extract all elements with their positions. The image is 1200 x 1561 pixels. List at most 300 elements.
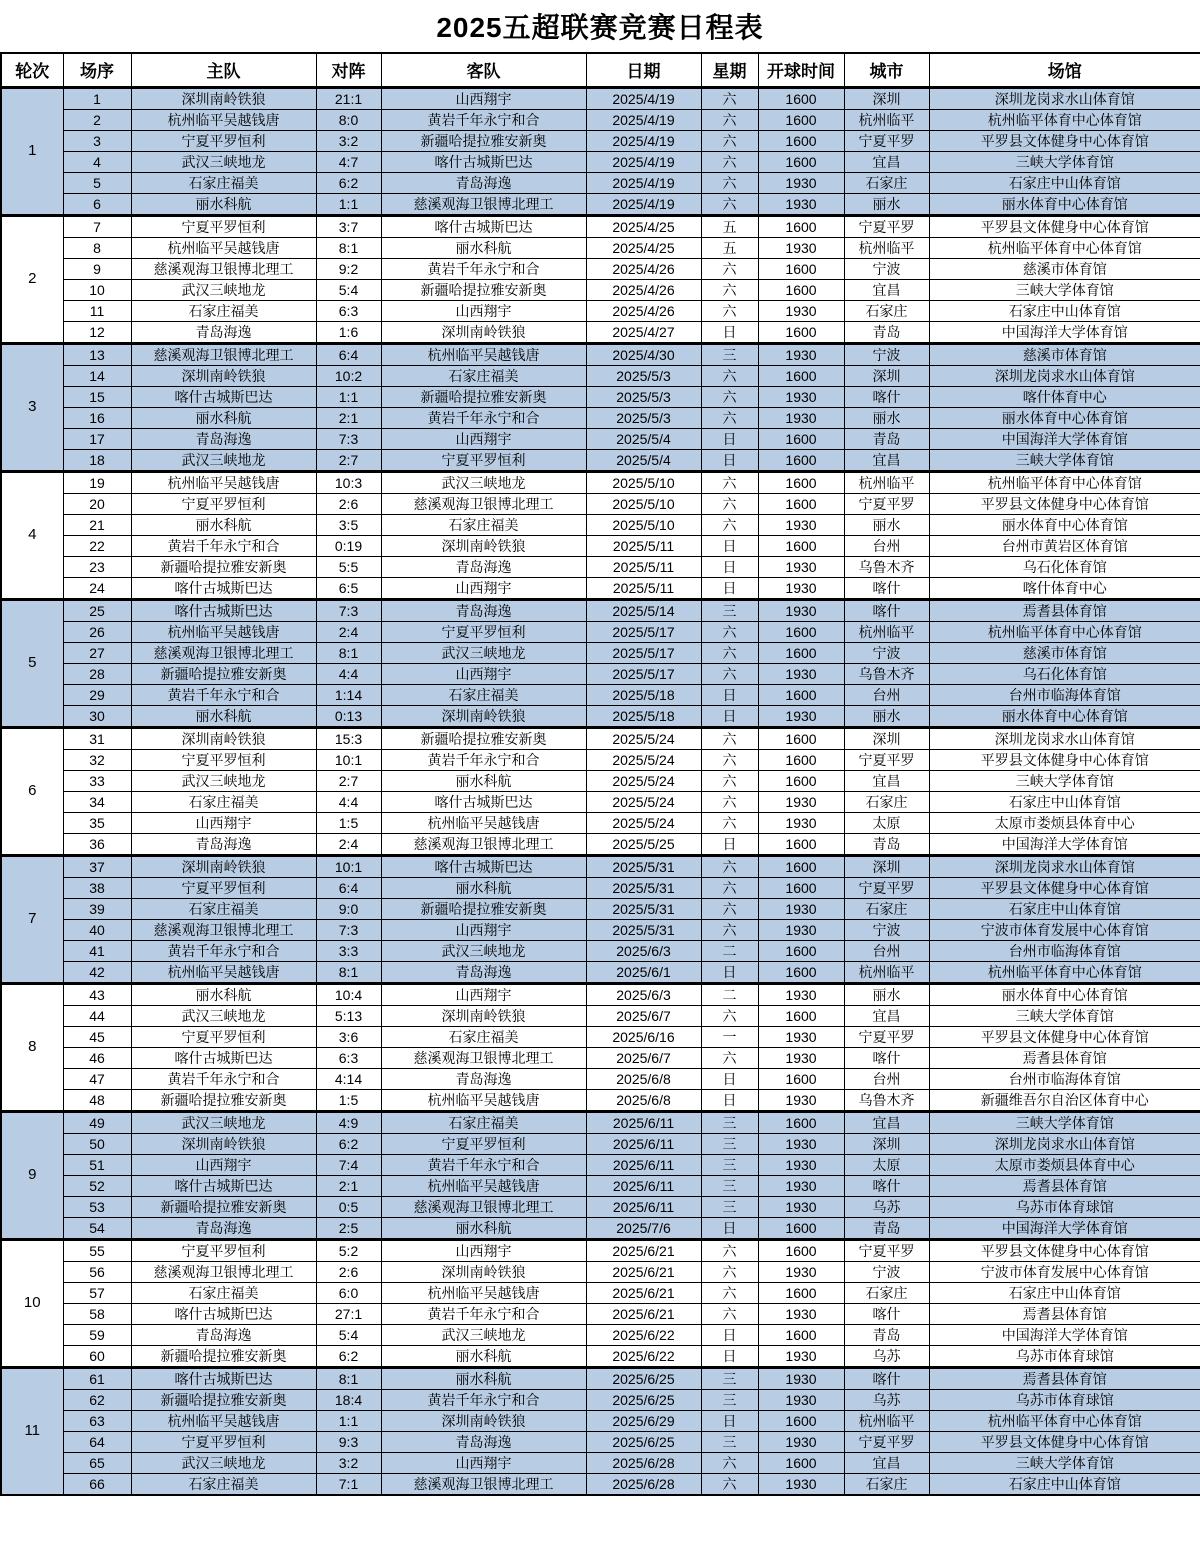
match-number-cell: 52: [63, 1175, 131, 1196]
venue-cell: 丽水体育中心体育馆: [929, 514, 1200, 535]
home-team-cell: 新疆哈提拉雅安新奥: [131, 1196, 316, 1217]
city-cell: 台州: [844, 535, 929, 556]
time-cell: 1600: [758, 215, 844, 237]
table-row: [1, 940, 1200, 961]
match-number-cell: 5: [63, 172, 131, 193]
score-cell: 4:9: [316, 1111, 381, 1133]
round-cell: 6: [1, 727, 63, 855]
time-cell: 1930: [758, 556, 844, 577]
date-cell: 2025/6/29: [586, 1410, 701, 1431]
time-cell: 1930: [758, 1026, 844, 1047]
table-row: [1, 1089, 1200, 1111]
column-header-7: 开球时间: [758, 53, 844, 87]
weekday-cell: 三: [701, 1196, 758, 1217]
match-number-cell: 24: [63, 577, 131, 599]
away-team-cell: 山西翔宇: [381, 663, 586, 684]
weekday-cell: 三: [701, 1154, 758, 1175]
away-team-cell: 黄岩千年永宁和合: [381, 1154, 586, 1175]
score-cell: 1:14: [316, 684, 381, 705]
time-cell: 1600: [758, 279, 844, 300]
date-cell: 2025/5/24: [586, 812, 701, 833]
city-cell: 宁夏平罗: [844, 1239, 929, 1261]
time-cell: 1930: [758, 386, 844, 407]
home-team-cell: 宁夏平罗恒利: [131, 493, 316, 514]
date-cell: 2025/4/19: [586, 109, 701, 130]
city-cell: 宁夏平罗: [844, 877, 929, 898]
away-team-cell: 山西翔宇: [381, 577, 586, 599]
weekday-cell: 六: [701, 193, 758, 215]
match-number-cell: 66: [63, 1473, 131, 1495]
away-team-cell: 杭州临平吴越钱唐: [381, 1089, 586, 1111]
venue-cell: 丽水体育中心体育馆: [929, 705, 1200, 727]
weekday-cell: 日: [701, 833, 758, 855]
match-number-cell: 41: [63, 940, 131, 961]
date-cell: 2025/4/26: [586, 258, 701, 279]
city-cell: 喀什: [844, 386, 929, 407]
venue-cell: 三峡大学体育馆: [929, 151, 1200, 172]
city-cell: 宁夏平罗: [844, 130, 929, 151]
away-team-cell: 黄岩千年永宁和合: [381, 1389, 586, 1410]
away-team-cell: 山西翔宇: [381, 428, 586, 449]
venue-cell: 杭州临平体育中心体育馆: [929, 621, 1200, 642]
away-team-cell: 深圳南岭铁狼: [381, 1410, 586, 1431]
score-cell: 4:14: [316, 1068, 381, 1089]
score-cell: 8:1: [316, 1367, 381, 1389]
weekday-cell: 六: [701, 471, 758, 493]
weekday-cell: 六: [701, 87, 758, 109]
time-cell: 1930: [758, 983, 844, 1005]
match-number-cell: 42: [63, 961, 131, 983]
home-team-cell: 新疆哈提拉雅安新奥: [131, 1389, 316, 1410]
table-row: [1, 151, 1200, 172]
weekday-cell: 二: [701, 983, 758, 1005]
venue-cell: 中国海洋大学体育馆: [929, 1324, 1200, 1345]
date-cell: 2025/5/11: [586, 535, 701, 556]
time-cell: 1930: [758, 1047, 844, 1068]
weekday-cell: 六: [701, 621, 758, 642]
table-row: [1, 749, 1200, 770]
away-team-cell: 青岛海逸: [381, 1068, 586, 1089]
time-cell: 1930: [758, 1473, 844, 1495]
away-team-cell: 山西翔宇: [381, 1239, 586, 1261]
table-row: [1, 1473, 1200, 1495]
home-team-cell: 宁夏平罗恒利: [131, 1431, 316, 1452]
match-number-cell: 3: [63, 130, 131, 151]
weekday-cell: 三: [701, 599, 758, 621]
table-row: [1, 514, 1200, 535]
time-cell: 1600: [758, 1111, 844, 1133]
home-team-cell: 深圳南岭铁狼: [131, 727, 316, 749]
match-number-cell: 56: [63, 1261, 131, 1282]
home-team-cell: 杭州临平吴越钱唐: [131, 237, 316, 258]
time-cell: 1600: [758, 749, 844, 770]
date-cell: 2025/6/11: [586, 1154, 701, 1175]
score-cell: 9:2: [316, 258, 381, 279]
table-row: [1, 898, 1200, 919]
away-team-cell: 黄岩千年永宁和合: [381, 258, 586, 279]
city-cell: 深圳: [844, 87, 929, 109]
match-number-cell: 9: [63, 258, 131, 279]
date-cell: 2025/6/7: [586, 1005, 701, 1026]
date-cell: 2025/7/6: [586, 1217, 701, 1239]
home-team-cell: 喀什古城斯巴达: [131, 599, 316, 621]
time-cell: 1930: [758, 1175, 844, 1196]
table-row: [1, 386, 1200, 407]
weekday-cell: 六: [701, 365, 758, 386]
weekday-cell: 六: [701, 1261, 758, 1282]
home-team-cell: 喀什古城斯巴达: [131, 386, 316, 407]
venue-cell: 丽水体育中心体育馆: [929, 193, 1200, 215]
score-cell: 3:6: [316, 1026, 381, 1047]
time-cell: 1930: [758, 237, 844, 258]
away-team-cell: 丽水科航: [381, 877, 586, 898]
table-row: [1, 919, 1200, 940]
score-cell: 1:5: [316, 1089, 381, 1111]
time-cell: 1930: [758, 514, 844, 535]
table-row: [1, 1154, 1200, 1175]
venue-cell: 太原市娄烦县体育中心: [929, 1154, 1200, 1175]
home-team-cell: 武汉三峡地龙: [131, 151, 316, 172]
score-cell: 6:2: [316, 172, 381, 193]
home-team-cell: 丽水科航: [131, 407, 316, 428]
home-team-cell: 杭州临平吴越钱唐: [131, 961, 316, 983]
date-cell: 2025/5/10: [586, 471, 701, 493]
time-cell: 1600: [758, 770, 844, 791]
weekday-cell: 日: [701, 1217, 758, 1239]
table-row: [1, 599, 1200, 621]
round-cell: 9: [1, 1111, 63, 1239]
home-team-cell: 山西翔宇: [131, 812, 316, 833]
score-cell: 1:5: [316, 812, 381, 833]
away-team-cell: 深圳南岭铁狼: [381, 535, 586, 556]
venue-cell: 慈溪市体育馆: [929, 258, 1200, 279]
venue-cell: 杭州临平体育中心体育馆: [929, 1410, 1200, 1431]
time-cell: 1600: [758, 428, 844, 449]
date-cell: 2025/6/21: [586, 1239, 701, 1261]
weekday-cell: 六: [701, 300, 758, 321]
venue-cell: 石家庄中山体育馆: [929, 172, 1200, 193]
date-cell: 2025/5/31: [586, 919, 701, 940]
table-row: [1, 279, 1200, 300]
weekday-cell: 六: [701, 791, 758, 812]
venue-cell: 乌石化体育馆: [929, 556, 1200, 577]
venue-cell: 三峡大学体育馆: [929, 770, 1200, 791]
table-row: [1, 770, 1200, 791]
score-cell: 21:1: [316, 87, 381, 109]
city-cell: 喀什: [844, 1303, 929, 1324]
away-team-cell: 宁夏平罗恒利: [381, 449, 586, 471]
score-cell: 5:4: [316, 279, 381, 300]
time-cell: 1930: [758, 1154, 844, 1175]
venue-cell: 乌石化体育馆: [929, 663, 1200, 684]
score-cell: 10:2: [316, 365, 381, 386]
city-cell: 乌鲁木齐: [844, 1089, 929, 1111]
match-number-cell: 27: [63, 642, 131, 663]
table-row: [1, 791, 1200, 812]
city-cell: 丽水: [844, 705, 929, 727]
away-team-cell: 慈溪观海卫银博北理工: [381, 833, 586, 855]
weekday-cell: 三: [701, 1175, 758, 1196]
city-cell: 丽水: [844, 514, 929, 535]
venue-cell: 三峡大学体育馆: [929, 1005, 1200, 1026]
time-cell: 1930: [758, 1389, 844, 1410]
match-number-cell: 47: [63, 1068, 131, 1089]
home-team-cell: 杭州临平吴越钱唐: [131, 471, 316, 493]
weekday-cell: 二: [701, 940, 758, 961]
home-team-cell: 新疆哈提拉雅安新奥: [131, 1089, 316, 1111]
city-cell: 宁夏平罗: [844, 1026, 929, 1047]
schedule-table: [0, 52, 1200, 1496]
venue-cell: 平罗县文体健身中心体育馆: [929, 1431, 1200, 1452]
time-cell: 1600: [758, 130, 844, 151]
venue-cell: 平罗县文体健身中心体育馆: [929, 1026, 1200, 1047]
away-team-cell: 慈溪观海卫银博北理工: [381, 1196, 586, 1217]
time-cell: 1930: [758, 193, 844, 215]
date-cell: 2025/4/19: [586, 151, 701, 172]
score-cell: 6:3: [316, 300, 381, 321]
venue-cell: 石家庄中山体育馆: [929, 898, 1200, 919]
time-cell: 1600: [758, 940, 844, 961]
home-team-cell: 武汉三峡地龙: [131, 449, 316, 471]
venue-cell: 杭州临平体育中心体育馆: [929, 109, 1200, 130]
date-cell: 2025/6/21: [586, 1282, 701, 1303]
away-team-cell: 青岛海逸: [381, 599, 586, 621]
city-cell: 乌苏: [844, 1196, 929, 1217]
time-cell: 1930: [758, 1345, 844, 1367]
weekday-cell: 六: [701, 663, 758, 684]
time-cell: 1930: [758, 172, 844, 193]
home-team-cell: 慈溪观海卫银博北理工: [131, 258, 316, 279]
score-cell: 3:7: [316, 215, 381, 237]
away-team-cell: 深圳南岭铁狼: [381, 1261, 586, 1282]
weekday-cell: 日: [701, 321, 758, 343]
time-cell: 1930: [758, 343, 844, 365]
date-cell: 2025/6/25: [586, 1431, 701, 1452]
table-row: [1, 407, 1200, 428]
home-team-cell: 杭州临平吴越钱唐: [131, 109, 316, 130]
home-team-cell: 青岛海逸: [131, 321, 316, 343]
date-cell: 2025/5/10: [586, 493, 701, 514]
table-row: [1, 493, 1200, 514]
match-number-cell: 51: [63, 1154, 131, 1175]
time-cell: 1600: [758, 961, 844, 983]
city-cell: 宜昌: [844, 1452, 929, 1473]
score-cell: 7:4: [316, 1154, 381, 1175]
weekday-cell: 六: [701, 1303, 758, 1324]
weekday-cell: 六: [701, 1239, 758, 1261]
date-cell: 2025/5/17: [586, 642, 701, 663]
table-row: [1, 833, 1200, 855]
away-team-cell: 喀什古城斯巴达: [381, 215, 586, 237]
away-team-cell: 武汉三峡地龙: [381, 642, 586, 663]
weekday-cell: 六: [701, 812, 758, 833]
venue-cell: 平罗县文体健身中心体育馆: [929, 877, 1200, 898]
city-cell: 杭州临平: [844, 1410, 929, 1431]
round-cell: 8: [1, 983, 63, 1111]
city-cell: 喀什: [844, 1047, 929, 1068]
venue-cell: 杭州临平体育中心体育馆: [929, 237, 1200, 258]
venue-cell: 台州市黄岩区体育馆: [929, 535, 1200, 556]
time-cell: 1930: [758, 705, 844, 727]
home-team-cell: 喀什古城斯巴达: [131, 1047, 316, 1068]
table-row: [1, 1196, 1200, 1217]
city-cell: 宜昌: [844, 1005, 929, 1026]
city-cell: 喀什: [844, 1175, 929, 1196]
away-team-cell: 喀什古城斯巴达: [381, 151, 586, 172]
table-row: [1, 1410, 1200, 1431]
away-team-cell: 新疆哈提拉雅安新奥: [381, 279, 586, 300]
score-cell: 8:1: [316, 642, 381, 663]
weekday-cell: 六: [701, 109, 758, 130]
score-cell: 1:1: [316, 193, 381, 215]
city-cell: 杭州临平: [844, 471, 929, 493]
city-cell: 丽水: [844, 983, 929, 1005]
table-row: [1, 642, 1200, 663]
home-team-cell: 慈溪观海卫银博北理工: [131, 1261, 316, 1282]
match-number-cell: 19: [63, 471, 131, 493]
round-cell: 5: [1, 599, 63, 727]
score-cell: 3:2: [316, 130, 381, 151]
city-cell: 杭州临平: [844, 621, 929, 642]
away-team-cell: 宁夏平罗恒利: [381, 621, 586, 642]
match-number-cell: 11: [63, 300, 131, 321]
venue-cell: 平罗县文体健身中心体育馆: [929, 130, 1200, 151]
city-cell: 石家庄: [844, 172, 929, 193]
score-cell: 7:3: [316, 919, 381, 940]
home-team-cell: 宁夏平罗恒利: [131, 1026, 316, 1047]
match-number-cell: 10: [63, 279, 131, 300]
date-cell: 2025/5/31: [586, 877, 701, 898]
score-cell: 8:1: [316, 237, 381, 258]
city-cell: 宁波: [844, 1261, 929, 1282]
score-cell: 5:2: [316, 1239, 381, 1261]
away-team-cell: 新疆哈提拉雅安新奥: [381, 130, 586, 151]
venue-cell: 中国海洋大学体育馆: [929, 833, 1200, 855]
home-team-cell: 深圳南岭铁狼: [131, 1133, 316, 1154]
column-header-3: 对阵: [316, 53, 381, 87]
table-row: [1, 215, 1200, 237]
city-cell: 宁夏平罗: [844, 749, 929, 770]
time-cell: 1930: [758, 1261, 844, 1282]
score-cell: 6:0: [316, 1282, 381, 1303]
city-cell: 青岛: [844, 321, 929, 343]
city-cell: 乌苏: [844, 1389, 929, 1410]
column-header-0: 轮次: [1, 53, 63, 87]
score-cell: 2:1: [316, 1175, 381, 1196]
table-row: [1, 1068, 1200, 1089]
venue-cell: 台州市临海体育馆: [929, 1068, 1200, 1089]
match-number-cell: 1: [63, 87, 131, 109]
score-cell: 27:1: [316, 1303, 381, 1324]
match-number-cell: 46: [63, 1047, 131, 1068]
table-row: [1, 1431, 1200, 1452]
date-cell: 2025/6/11: [586, 1175, 701, 1196]
match-number-cell: 33: [63, 770, 131, 791]
match-number-cell: 60: [63, 1345, 131, 1367]
away-team-cell: 石家庄福美: [381, 1111, 586, 1133]
date-cell: 2025/4/19: [586, 87, 701, 109]
city-cell: 乌鲁木齐: [844, 556, 929, 577]
date-cell: 2025/5/18: [586, 684, 701, 705]
table-body: [1, 87, 1200, 1495]
venue-cell: 杭州临平体育中心体育馆: [929, 961, 1200, 983]
away-team-cell: 青岛海逸: [381, 961, 586, 983]
weekday-cell: 六: [701, 877, 758, 898]
weekday-cell: 日: [701, 684, 758, 705]
column-header-5: 日期: [586, 53, 701, 87]
date-cell: 2025/5/24: [586, 770, 701, 791]
venue-cell: 焉耆县体育馆: [929, 1175, 1200, 1196]
venue-cell: 深圳龙岗求水山体育馆: [929, 727, 1200, 749]
date-cell: 2025/5/24: [586, 727, 701, 749]
city-cell: 太原: [844, 1154, 929, 1175]
table-row: [1, 983, 1200, 1005]
date-cell: 2025/6/25: [586, 1389, 701, 1410]
score-cell: 3:5: [316, 514, 381, 535]
weekday-cell: 六: [701, 1452, 758, 1473]
venue-cell: 太原市娄烦县体育中心: [929, 812, 1200, 833]
away-team-cell: 武汉三峡地龙: [381, 471, 586, 493]
round-cell: 1: [1, 87, 63, 215]
venue-cell: 中国海洋大学体育馆: [929, 1217, 1200, 1239]
match-number-cell: 63: [63, 1410, 131, 1431]
match-number-cell: 40: [63, 919, 131, 940]
venue-cell: 三峡大学体育馆: [929, 279, 1200, 300]
match-number-cell: 34: [63, 791, 131, 812]
time-cell: 1930: [758, 919, 844, 940]
date-cell: 2025/5/18: [586, 705, 701, 727]
match-number-cell: 15: [63, 386, 131, 407]
weekday-cell: 日: [701, 1324, 758, 1345]
venue-cell: 杭州临平体育中心体育馆: [929, 471, 1200, 493]
date-cell: 2025/6/21: [586, 1261, 701, 1282]
table-row: [1, 1239, 1200, 1261]
time-cell: 1600: [758, 1005, 844, 1026]
date-cell: 2025/5/3: [586, 407, 701, 428]
home-team-cell: 喀什古城斯巴达: [131, 1367, 316, 1389]
date-cell: 2025/6/8: [586, 1068, 701, 1089]
table-row: [1, 1303, 1200, 1324]
match-number-cell: 58: [63, 1303, 131, 1324]
date-cell: 2025/5/10: [586, 514, 701, 535]
table-row: [1, 727, 1200, 749]
city-cell: 深圳: [844, 727, 929, 749]
table-row: [1, 343, 1200, 365]
score-cell: 10:3: [316, 471, 381, 493]
score-cell: 1:1: [316, 1410, 381, 1431]
score-cell: 7:3: [316, 428, 381, 449]
weekday-cell: 六: [701, 1047, 758, 1068]
venue-cell: 焉耆县体育馆: [929, 1303, 1200, 1324]
venue-cell: 焉耆县体育馆: [929, 1047, 1200, 1068]
away-team-cell: 丽水科航: [381, 1367, 586, 1389]
weekday-cell: 日: [701, 1345, 758, 1367]
date-cell: 2025/6/21: [586, 1303, 701, 1324]
match-number-cell: 45: [63, 1026, 131, 1047]
date-cell: 2025/4/19: [586, 130, 701, 151]
table-row: [1, 1452, 1200, 1473]
away-team-cell: 杭州临平吴越钱唐: [381, 343, 586, 365]
home-team-cell: 石家庄福美: [131, 791, 316, 812]
score-cell: 2:4: [316, 621, 381, 642]
match-number-cell: 49: [63, 1111, 131, 1133]
match-number-cell: 6: [63, 193, 131, 215]
match-number-cell: 13: [63, 343, 131, 365]
city-cell: 宁波: [844, 258, 929, 279]
time-cell: 1600: [758, 684, 844, 705]
table-row: [1, 365, 1200, 386]
match-number-cell: 50: [63, 1133, 131, 1154]
